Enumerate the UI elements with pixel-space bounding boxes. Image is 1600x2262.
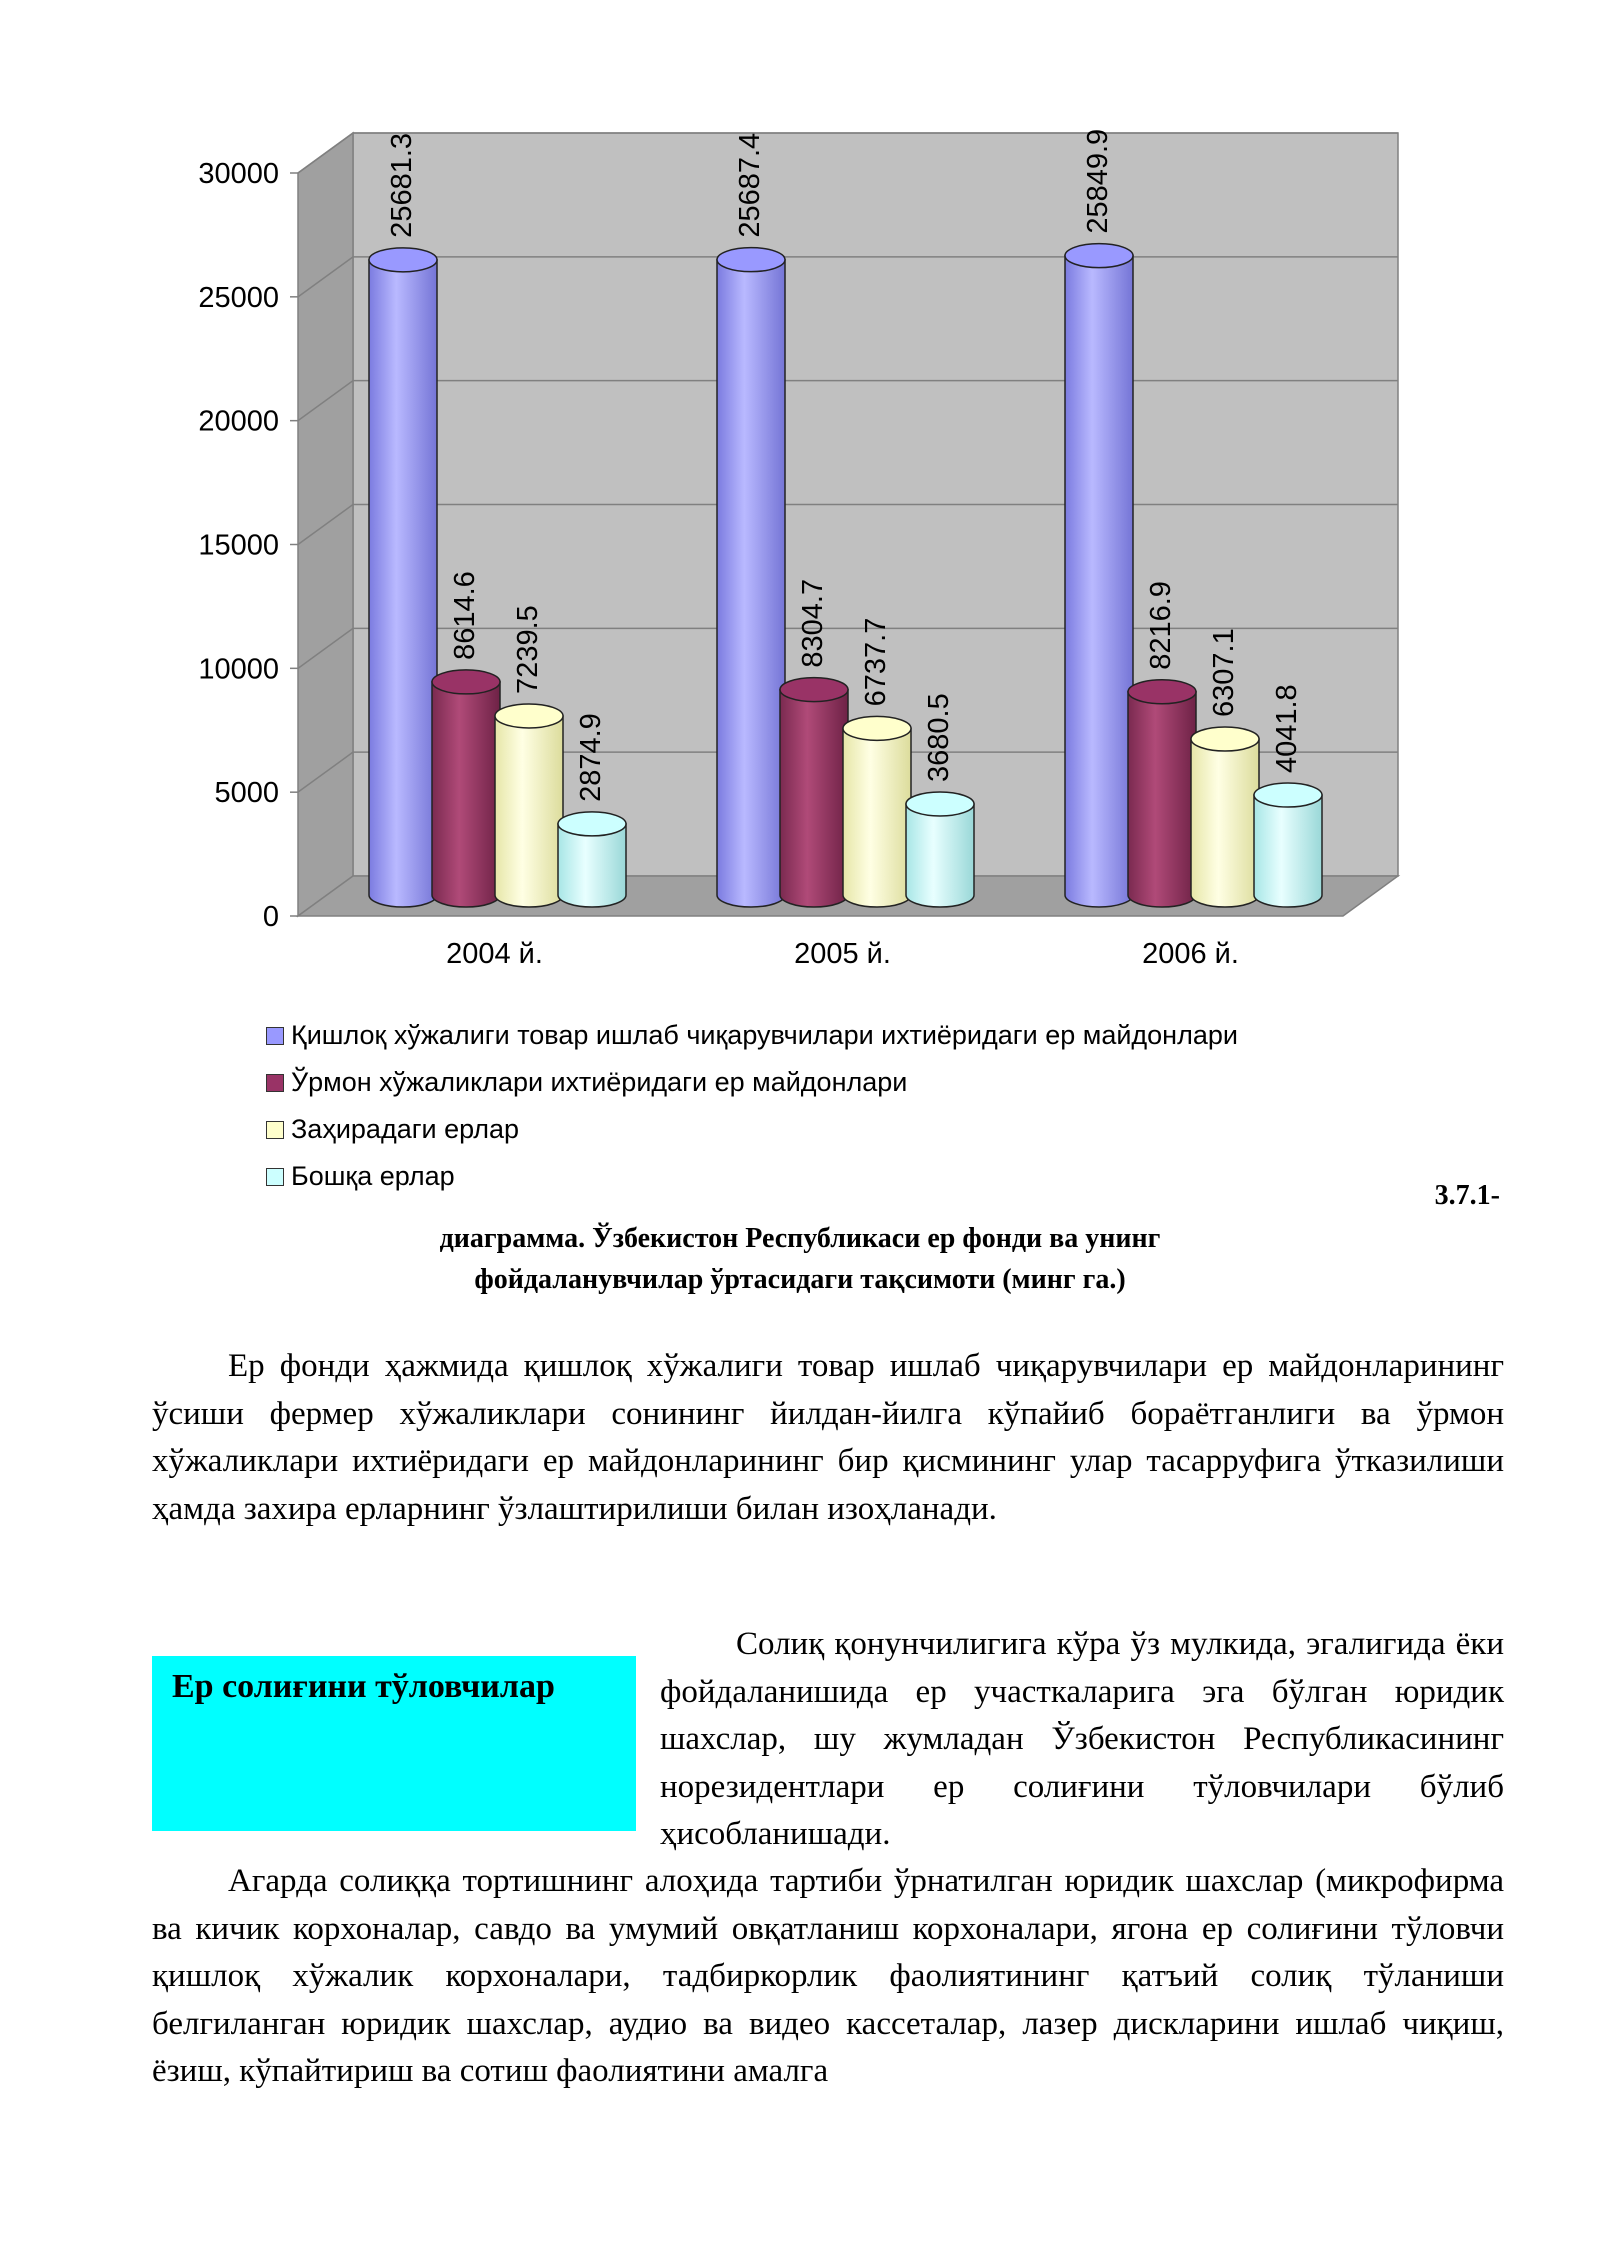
x-tick-label: 2004 й. [446,938,543,970]
bar-body [717,260,785,907]
y-tick-label: 5000 [214,777,279,810]
data-label: 25687.4 [734,132,766,238]
bar-top [906,792,974,816]
data-label: 2874.9 [575,713,607,802]
sidebox-title: Ер солиғини тўловчилар [172,1668,555,1705]
bar [1065,244,1133,907]
x-tick-label: 2006 й. [1142,938,1239,970]
legend-swatch [266,1074,284,1092]
legend-item [266,1106,1238,1153]
bar-body [843,728,911,907]
bar [717,248,785,907]
paragraph-3: Агарда солиққа тортишнинг алоҳида тартиби ўрнатилган юридик шахслар (микрофирма ва кичик корхоналар, савдо ва умумий овқатланиш корхоналари, ягона ер солиғини тўловчи қишлоқ хўжалик корхоналари, тадбиркорлик фаолиятининг қатъий солиқ тўланиши белгиланган юридик шахслар, аудио ва видео кассеталар, лазер дискларини ишлаб чиқиш, ёзиш, кўпайтириш ва сотиш фаолиятини амалга [152,1863,1504,2089]
y-tick-label: 15000 [198,529,279,562]
data-label: 6737.7 [860,617,892,707]
caption-line-1: диаграмма. Ўзбекистон Республикаси ер фонди ва унинг [439,1223,1161,1254]
legend-swatch [266,1027,284,1045]
bar-body [780,690,848,907]
data-label: 8614.6 [449,571,481,660]
legend-item [266,1012,1238,1059]
data-label: 6307.1 [1208,628,1240,718]
bar-top [558,812,626,836]
y-axis [198,158,298,933]
bar-body [906,804,974,907]
sidebox [152,1656,636,1831]
data-label: 25849.9 [1082,128,1114,234]
paragraph-2: Солиқ қонунчилигига кўра ўз мулкида, эгалигида ёки фойдаланишида ер участкаларига эга бўлган юридик шахслар, шу жумладан Ўзбекистон Республикасининг норезидентлари ер солиғини тўловчилари бўлиб ҳисобланишади. [660,1626,1504,1852]
y-tick-label: 20000 [198,405,279,438]
caption-line-2: фойдаланувчилар ўртасидаги тақсимоти (минг га.) [474,1264,1126,1295]
y-tick-label: 10000 [198,653,279,686]
data-label: 7239.5 [512,605,544,694]
bar-top [843,716,911,740]
bar-body [1191,739,1259,907]
data-label: 4041.8 [1271,684,1303,774]
data-label: 8304.7 [797,578,829,668]
figure-number: 3.7.1- [1434,1180,1500,1211]
bar [780,678,848,907]
bar [369,248,437,907]
bar-body [1065,256,1133,907]
bar-top [717,248,785,272]
data-label: 25681.3 [386,132,418,238]
legend-item [266,1059,1238,1106]
paragraph-1: Ер фонди ҳажмида қишлоқ хўжалиги товар ишлаб чиқарувчилари ер майдонларининг ўсиши фермер хўжаликлари сонининг йилдан-йилга кўпайиб бораётганлиги ва ўрмон хўжаликлари ихтиёридаги ер майдонларининг бир қисмининг улар тасарруфига ўтказилиши ҳамда захира ерларнинг ўзлаштирилиши билан изоҳланади. [152,1348,1504,1527]
bar [906,792,974,907]
legend-swatch [266,1168,284,1186]
legend-label: Бошқа ерлар [291,1161,455,1191]
bar-body [432,682,500,907]
bar-body [369,260,437,907]
legend [266,1012,1238,1200]
y-tick-label: 0 [262,901,279,933]
data-label: 3680.5 [923,693,955,782]
x-tick-label: 2005 й. [794,938,891,970]
bar [495,704,563,907]
bar-chart [0,0,1600,1000]
y-tick-label: 30000 [198,158,279,190]
legend-label: Заҳирадаги ерлар [291,1114,520,1144]
bar-top [1128,680,1196,704]
legend-label: Қишлоқ хўжалиги товар ишлаб чиқарувчилари ихтиёридаги ер майдонлари [291,1020,1238,1050]
bar-top [369,248,437,272]
y-tick-label: 25000 [198,281,279,314]
bar-top [495,704,563,728]
legend-label: Ўрмон хўжаликлари ихтиёридаги ер майдонлари [291,1067,908,1097]
bar [432,670,500,907]
bar-body [1128,692,1196,907]
bar-top [432,670,500,694]
figure-caption [0,1218,1600,1300]
bar-top [1191,727,1259,751]
legend-item [266,1153,1238,1200]
bar [843,716,911,907]
bar [1128,680,1196,907]
legend-swatch [266,1121,284,1139]
bar-top [780,678,848,702]
data-label: 8216.9 [1145,581,1177,670]
bar-top [1065,244,1133,268]
bar-body [1254,795,1322,907]
bar-top [1254,783,1322,807]
bar-body [495,716,563,907]
bar [1254,783,1322,907]
x-axis [446,938,1239,970]
bar [1191,727,1259,907]
bar [558,812,626,907]
